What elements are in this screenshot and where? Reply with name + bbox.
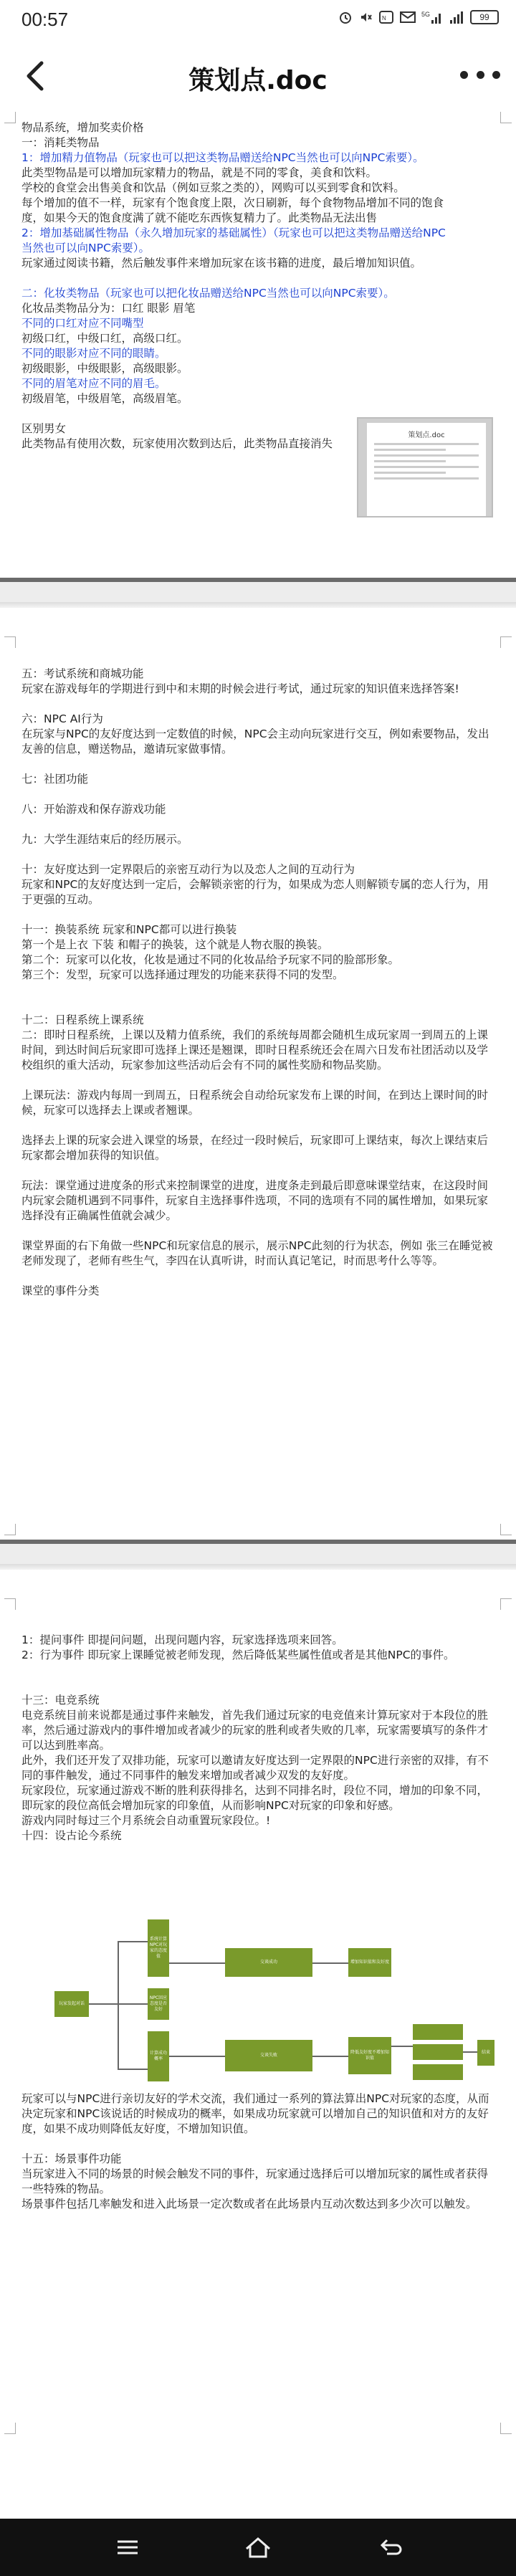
page-corner-mark (500, 1598, 512, 1610)
flowchart-connector (118, 2003, 148, 2005)
page-corner-mark (500, 112, 512, 123)
flowchart-connector (391, 2046, 413, 2047)
more-dot-icon (460, 71, 468, 79)
paragraph: 2：行为事件 即玩家上课睡觉被老师发现，然后降低某些属性值或者是其他NPC的事件。 (22, 1649, 455, 1661)
flowchart-connector (118, 1941, 148, 1942)
paragraph: 玩家在游戏每年的学期进行到中和末期的时候会进行考试，通过玩家的知识值来选择答案! (22, 682, 459, 695)
paragraph: 2：增加基础属性物品（永久增加玩家的基础属性）（玩家也可以把这类物品赠送给NPC (22, 226, 446, 239)
blank-line (22, 787, 494, 802)
flowchart-connector (312, 2056, 348, 2057)
flowchart-connector (463, 2051, 477, 2053)
paragraph: 物品系统，增加奖卖价格 (22, 121, 144, 134)
blank-line (22, 697, 494, 712)
paragraph: 十三：电竞系统 (22, 1694, 100, 1707)
more-dot-icon (492, 71, 500, 79)
paragraph: 九：大学生涯结束后的经历展示。 (22, 833, 188, 846)
flowchart-node (413, 2064, 463, 2080)
back-nav-button[interactable] (378, 2536, 404, 2559)
title-bar (0, 40, 516, 112)
paragraph: 学校的食堂会出售美食和饮品（例如豆浆之类的），网购可以买到零食和饮料。 (22, 181, 405, 194)
page-2-text (22, 667, 494, 1299)
blank-line (22, 998, 494, 1013)
thumbnail-text-line (374, 449, 446, 451)
page-corner-mark (4, 1598, 16, 1610)
paragraph: 七：社团功能 (22, 773, 89, 786)
paragraph: 区别男女 (22, 422, 67, 435)
flowchart-node (413, 2044, 463, 2060)
page-divider (0, 578, 516, 608)
paragraph: 1：提问事件 即提问问题，出现问题内容，玩家选择选项来回答。 (22, 1633, 343, 1646)
paragraph: 游戏内同时每过三个月系统会自动重置玩家段位。! (22, 1814, 271, 1827)
paragraph: 在玩家与NPC的友好度达到一定数值的时候，NPC会主动向玩家进行交互，例如索要物品，发出友善的信息，赠送物品，邀请玩家做事情。 (22, 728, 489, 755)
document-page-2 (0, 608, 516, 1540)
flowchart-node: 计算成功概率 (148, 2031, 169, 2081)
flowchart-connector (118, 2069, 148, 2070)
paragraph: 此外，我们还开发了双排功能，玩家可以邀请友好度达到一定界限的NPC进行亲密的双排，有不同的事件触发，通过不同事件的触发来增加或者减少双发的友好度。 (22, 1754, 489, 1782)
thumbnail-page (367, 423, 486, 517)
page-thumbnail-preview[interactable] (357, 417, 493, 517)
blank-line (22, 847, 494, 862)
paragraph: 玩家和NPC的友好度达到一定后，会解锁亲密的行为，如果成为恋人则解锁专属的恋人行为，用于更强的互动。 (22, 878, 489, 906)
thumbnail-text-line (374, 460, 446, 462)
status-bar (0, 0, 516, 40)
blank-line (22, 1118, 494, 1133)
svg-text:N: N (382, 15, 386, 22)
thumbnail-title: 策划点.doc (408, 431, 445, 439)
thumbnail-text-line (374, 466, 479, 468)
flowchart-node (413, 2024, 463, 2040)
paragraph: 十四：设古论今系统 (22, 1829, 122, 1842)
blank-line (22, 1163, 494, 1178)
paragraph: 当然也可以向NPC索要）。 (22, 242, 150, 254)
flowchart-connector (312, 1962, 348, 1964)
page-1-text (22, 120, 494, 452)
paragraph: 十二：日程系统上课系统 (22, 1013, 144, 1026)
paragraph: 课堂界面的右下角做一些NPC和玩家信息的展示，展示NPC此刻的行为状态，例如 张三在睡觉被老师发现了，老师有些生气，李四在认真听讲，时而认真记笔记，时而思考什么等等。 (22, 1239, 493, 1267)
paragraph: 初级眼影，中级眼影，高级眼影。 (22, 362, 188, 375)
flowchart-node: 玩家发起对话 (54, 1991, 89, 2017)
menu-button[interactable] (115, 2536, 140, 2559)
paragraph: 此类物品有使用次数，玩家使用次数到达后，此类物品直接消失 (22, 437, 333, 450)
paragraph: 选择去上课的玩家会进入课堂的场景，在经过一段时候后，玩家即可上课结束，每次上课结束后玩家都会增加获得的知识值。 (22, 1134, 489, 1162)
paragraph: 当玩家进入不同的场景的时候会触发不同的事件，玩家通过选择后可以增加玩家的属性或者获得一些特殊的物品。 (22, 2167, 489, 2195)
paragraph: 电竞系统目前来说都是通过事件来触发，首先我们通过玩家的电竞值来计算玩家对于本段位的胜率，然后通过游戏内的事件增加或者减少的玩家的胜利或者失败的几率，玩家需要填写的条件才可以达到胜率高。 (22, 1709, 489, 1752)
paragraph: 第三个：发型，玩家可以选择通过理发的功能来获得不同的发型。 (22, 968, 344, 981)
thumbnail-text-line (374, 443, 479, 445)
menu-icon (115, 2536, 140, 2559)
paragraph: 不同的眼影对应不同的眼睛。 (22, 347, 166, 360)
battery-indicator: 99 (470, 10, 499, 24)
paragraph: 不同的口红对应不同嘴型 (22, 317, 144, 330)
page-3-text-after-chart (22, 2091, 494, 2212)
page-corner-mark (4, 1524, 16, 1535)
paragraph: 二：化妆类物品（玩家也可以把化妆品赠送给NPC当然也可以向NPC索要）。 (22, 287, 395, 300)
alarm-icon (338, 10, 353, 24)
flowchart-node: NPC回应态度是否友好 (148, 1988, 169, 2020)
blank-line (22, 2137, 494, 2152)
paragraph: 第二个：玩家可以化妆，化妆是通过不同的化妆品给予玩家不同的脸部形象。 (22, 953, 400, 966)
paragraph: 此类型物品是可以增加玩家精力的物品，就是不同的零食，美食和饮料。 (22, 166, 378, 179)
flowchart-node: 结束 (477, 2040, 494, 2066)
thumbnail-text-line (374, 477, 479, 480)
paragraph: 十一：换装系统 玩家和NPC都可以进行换装 (22, 923, 237, 936)
paragraph: 十五：场景事件功能 (22, 2152, 122, 2165)
flowchart-node: 降低友好度不增加知识值 (348, 2037, 391, 2074)
flowchart-node: 交谈成功 (225, 1948, 312, 1977)
paragraph: 1：增加精力值物品（玩家也可以把这类物品赠送给NPC当然也可以向NPC索要）。 (22, 151, 424, 164)
status-time: 00:57 (22, 9, 69, 30)
mute-icon (358, 10, 373, 24)
paragraph: 玩家通过阅读书籍，然后触发事件来增加玩家在该书籍的进度，最后增加知识值。 (22, 257, 422, 269)
system-navigation-bar (0, 2519, 516, 2576)
blank-line (22, 757, 494, 772)
page-corner-mark (4, 112, 16, 123)
blank-line (22, 817, 494, 832)
page-corner-mark (4, 2423, 16, 2434)
signal-5g-icon (421, 10, 443, 24)
paragraph: 不同的眉笔对应不同的眉毛。 (22, 377, 166, 390)
document-title: 策划点.doc (188, 66, 328, 95)
paragraph: 玩法：课堂通过进度条的形式来控制课堂的进度，进度条走到最后即意味课堂结束，在这段时间内玩家会随机遇到不同事件，玩家自主选择事件选项，不同的选项有不同的属性增加，如果玩家选择没有正确属性值就会减少。 (22, 1179, 489, 1222)
more-options-button[interactable] (460, 66, 500, 83)
home-icon (244, 2536, 272, 2559)
flowchart-connector (118, 1941, 119, 2070)
nfc-icon (378, 10, 394, 24)
paragraph: 化妆品类物品分为：口红 眼影 眉笔 (22, 302, 196, 315)
status-icons (338, 10, 499, 24)
mail-icon (400, 11, 416, 24)
paragraph: 五：考试系统和商城功能 (22, 667, 144, 680)
flowchart-connector (168, 2056, 225, 2057)
paragraph: 十：友好度达到一定界限后的亲密互动行为以及恋人之间的互动行为 (22, 863, 355, 876)
blank-line (22, 271, 494, 286)
home-button[interactable] (244, 2536, 269, 2559)
blank-line (22, 983, 494, 998)
blank-line (22, 1073, 494, 1088)
more-dot-icon (477, 71, 484, 79)
paragraph: 上课玩法：游戏内每周一到周五，日程系统会自动给玩家发布上课的时间，在到达上课时间的时候，玩家可以选择去上课或者翘课。 (22, 1089, 489, 1117)
flowchart-node: 交谈失败 (225, 2040, 312, 2071)
blank-line (22, 1678, 494, 1693)
return-icon (378, 2536, 404, 2559)
wifi-signal-icon (449, 10, 464, 24)
paragraph: 玩家可以与NPC进行亲切友好的学术交流，我们通过一系列的算法算出NPC对玩家的态度，从而决定玩家和NPC该说话的时候成功的概率，如果成功玩家就可以增加自己的知识值和对方的友好度，如果不成功则降低友好度，不增加知识值。 (22, 2092, 489, 2135)
page-corner-mark (500, 636, 512, 648)
svg-text:5G: 5G (421, 11, 431, 18)
blank-line (22, 907, 494, 922)
paragraph: 玩家段位，玩家通过游戏不断的胜利获得排名，达到不同排名时，段位不同，增加的印象不同，即玩家的段位高低会增加玩家的印象值，从而影响NPC对玩家的印象和好感。 (22, 1784, 489, 1812)
blank-line (22, 1223, 494, 1239)
flowchart (54, 1919, 494, 2099)
paragraph: 第一个是上衣 下装 和帽子的换装，这个就是人物衣服的换装。 (22, 938, 329, 951)
flowchart-node: 系统计算NPC对玩家的态度值 (148, 1919, 169, 1977)
page-corner-mark (500, 2423, 512, 2434)
paragraph: 一：消耗类物品 (22, 136, 100, 149)
paragraph: 八：开始游戏和保存游戏功能 (22, 803, 166, 816)
flowchart-node: 增加知识值和友好度 (348, 1948, 391, 1977)
blank-line (22, 1663, 494, 1678)
paragraph: 二：即时日程系统，上课以及精力值系统，我们的系统每周都会随机生成玩家周一到周五的上课时间，到达时间后玩家即可选择上课还是翘课，即时日程系统还会在周六日发布社团活动以及学校组织的重大活动，玩家参加这些活动后会有不同的属性奖励和物品奖励。 (22, 1029, 489, 1072)
paragraph: 初级眉笔，中级眉笔，高级眉笔。 (22, 392, 188, 405)
paragraph: 场景事件包括几率触发和进入此场景一定次数或者在此场景内互动次数达到多少次可以触发。 (22, 2198, 477, 2210)
paragraph: 度，如果今天的饱食度满了就不能吃东西恢复精力了。此类物品无法出售 (22, 211, 378, 224)
page-corner-mark (500, 1524, 512, 1535)
page-corner-mark (4, 636, 16, 648)
page-3-text (22, 1633, 494, 1843)
blank-line (22, 1269, 494, 1284)
paragraph: 六：NPC AI行为 (22, 712, 103, 725)
thumbnail-text-line (374, 472, 446, 474)
flowchart-connector (168, 1962, 225, 1964)
flowchart-connector (89, 2003, 118, 2005)
thumbnail-text-line (374, 454, 479, 457)
paragraph: 课堂的事件分类 (22, 1284, 100, 1297)
paragraph: 每个增加的值不一样，玩家有个饱食度上限，次日刷新，每个食物物品增加不同的饱食 (22, 196, 444, 209)
paragraph: 初级口红，中级口红，高级口红。 (22, 332, 188, 345)
document-page-1 (0, 112, 516, 578)
page-divider (0, 1540, 516, 1570)
